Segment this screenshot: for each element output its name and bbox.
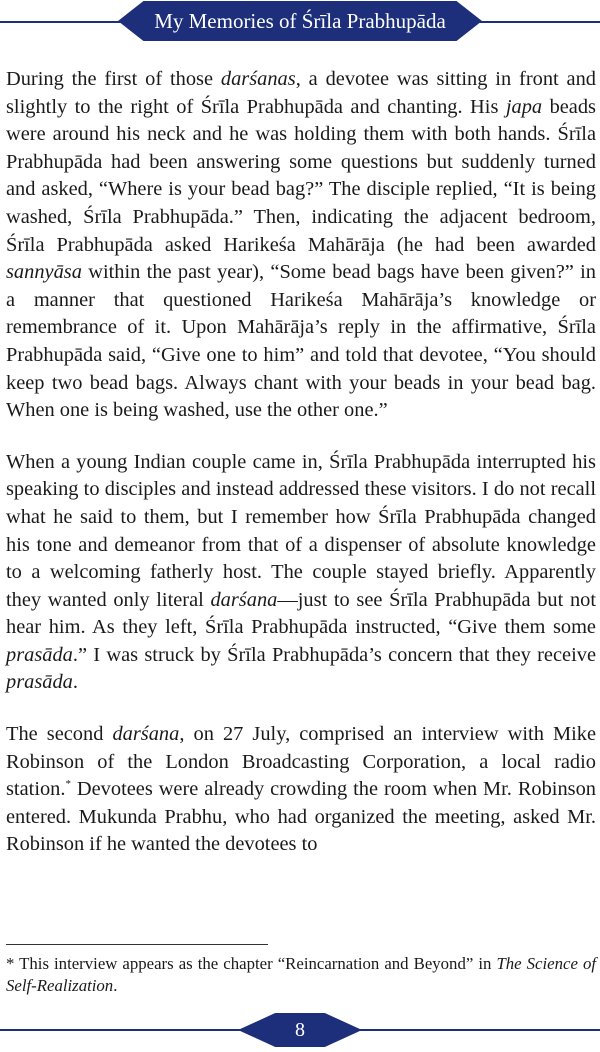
italic-term: The Science of Self-Realization [6,954,596,995]
italic-term: japa [505,95,543,118]
text-run: .” I was struck by Śrīla Prabhupāda’s concern that they receive [72,643,596,666]
italic-term: sannyāsa [6,261,82,284]
text-run: During the first of those [6,68,221,90]
text-run: , on 27 July, comprised an interview with Mike Robinson of the London Broadcasting Corporation, a local radio station. [6,723,596,801]
italic-term: darśanas [220,68,296,90]
paragraph-3 [6,721,596,859]
text-run: —just to see Śrīla Prabhupāda but not hear him. As they left, Śrīla Prabhupāda instructed, “Give them some [6,588,596,639]
running-header [0,0,600,44]
paragraph-2 [6,449,596,697]
text-run: When a young Indian couple came in, Śrīla Prabhupāda interrupted his speaking to disciples and instead addressed these visitors. I do not recall what he said to them, but I remember how Śrīla Prabhupāda changed his tone and demeanor from that of a dispenser of absolute knowledge to a welcoming fatherly host. The couple stayed briefly. Apparently they wanted only literal [6,450,596,611]
text-run: . [72,671,78,694]
page-number: 8 [295,1019,305,1041]
paragraph-1 [6,66,596,425]
page-body [6,66,596,859]
footnote-rule [6,944,268,945]
text-run: . [113,976,118,995]
italic-term: darśana [210,588,278,611]
text-run: * This interview appears as the chapter “Reincarnation and Beyond” in [6,954,497,973]
text-run: , a devotee was sitting in front and slightly to the right of Śrīla Prabhupāda and chanting. His [6,68,596,118]
text-run: Devotees were already crowding the room when Mr. Robinson entered. Mukunda Prabhu, who had organized the meeting, asked Mr. Robinson if he wanted the devotees to [6,778,596,856]
footnote-marker: * [65,778,71,791]
italic-term: darśana [112,723,180,746]
text-run: The second [6,723,113,746]
text-run: within the past year), “Some bead bags have been given?” in a manner that questioned Harikeśa Mahārāja’s knowledge or remembrance of it. Upon Mahārāja’s reply in the affirmative, Śrīla Prabhupāda said, “Give one to him” and told that devotee, “You should keep two bead bags. Always chant with your beads in your bead bag. When one is being washed, use the other one.” [6,261,596,422]
book-title: My Memories of Śrīla Prabhupāda [154,9,446,33]
text-run: beads were around his neck and he was holding them with both hands. Śrīla Prabhupāda had been answering some questions but suddenly turned and asked, “Where is your bead bag?” The disciple replied, “It is being washed, Śrīla Prabhupāda.” Then, indicating the adjacent bedroom, Śrīla Prabhupāda asked Harikeśa Mahārāja (he had been awarded [6,95,596,256]
footnote [6,953,596,997]
italic-term: prasāda [6,671,73,694]
italic-term: prasāda [6,643,73,666]
